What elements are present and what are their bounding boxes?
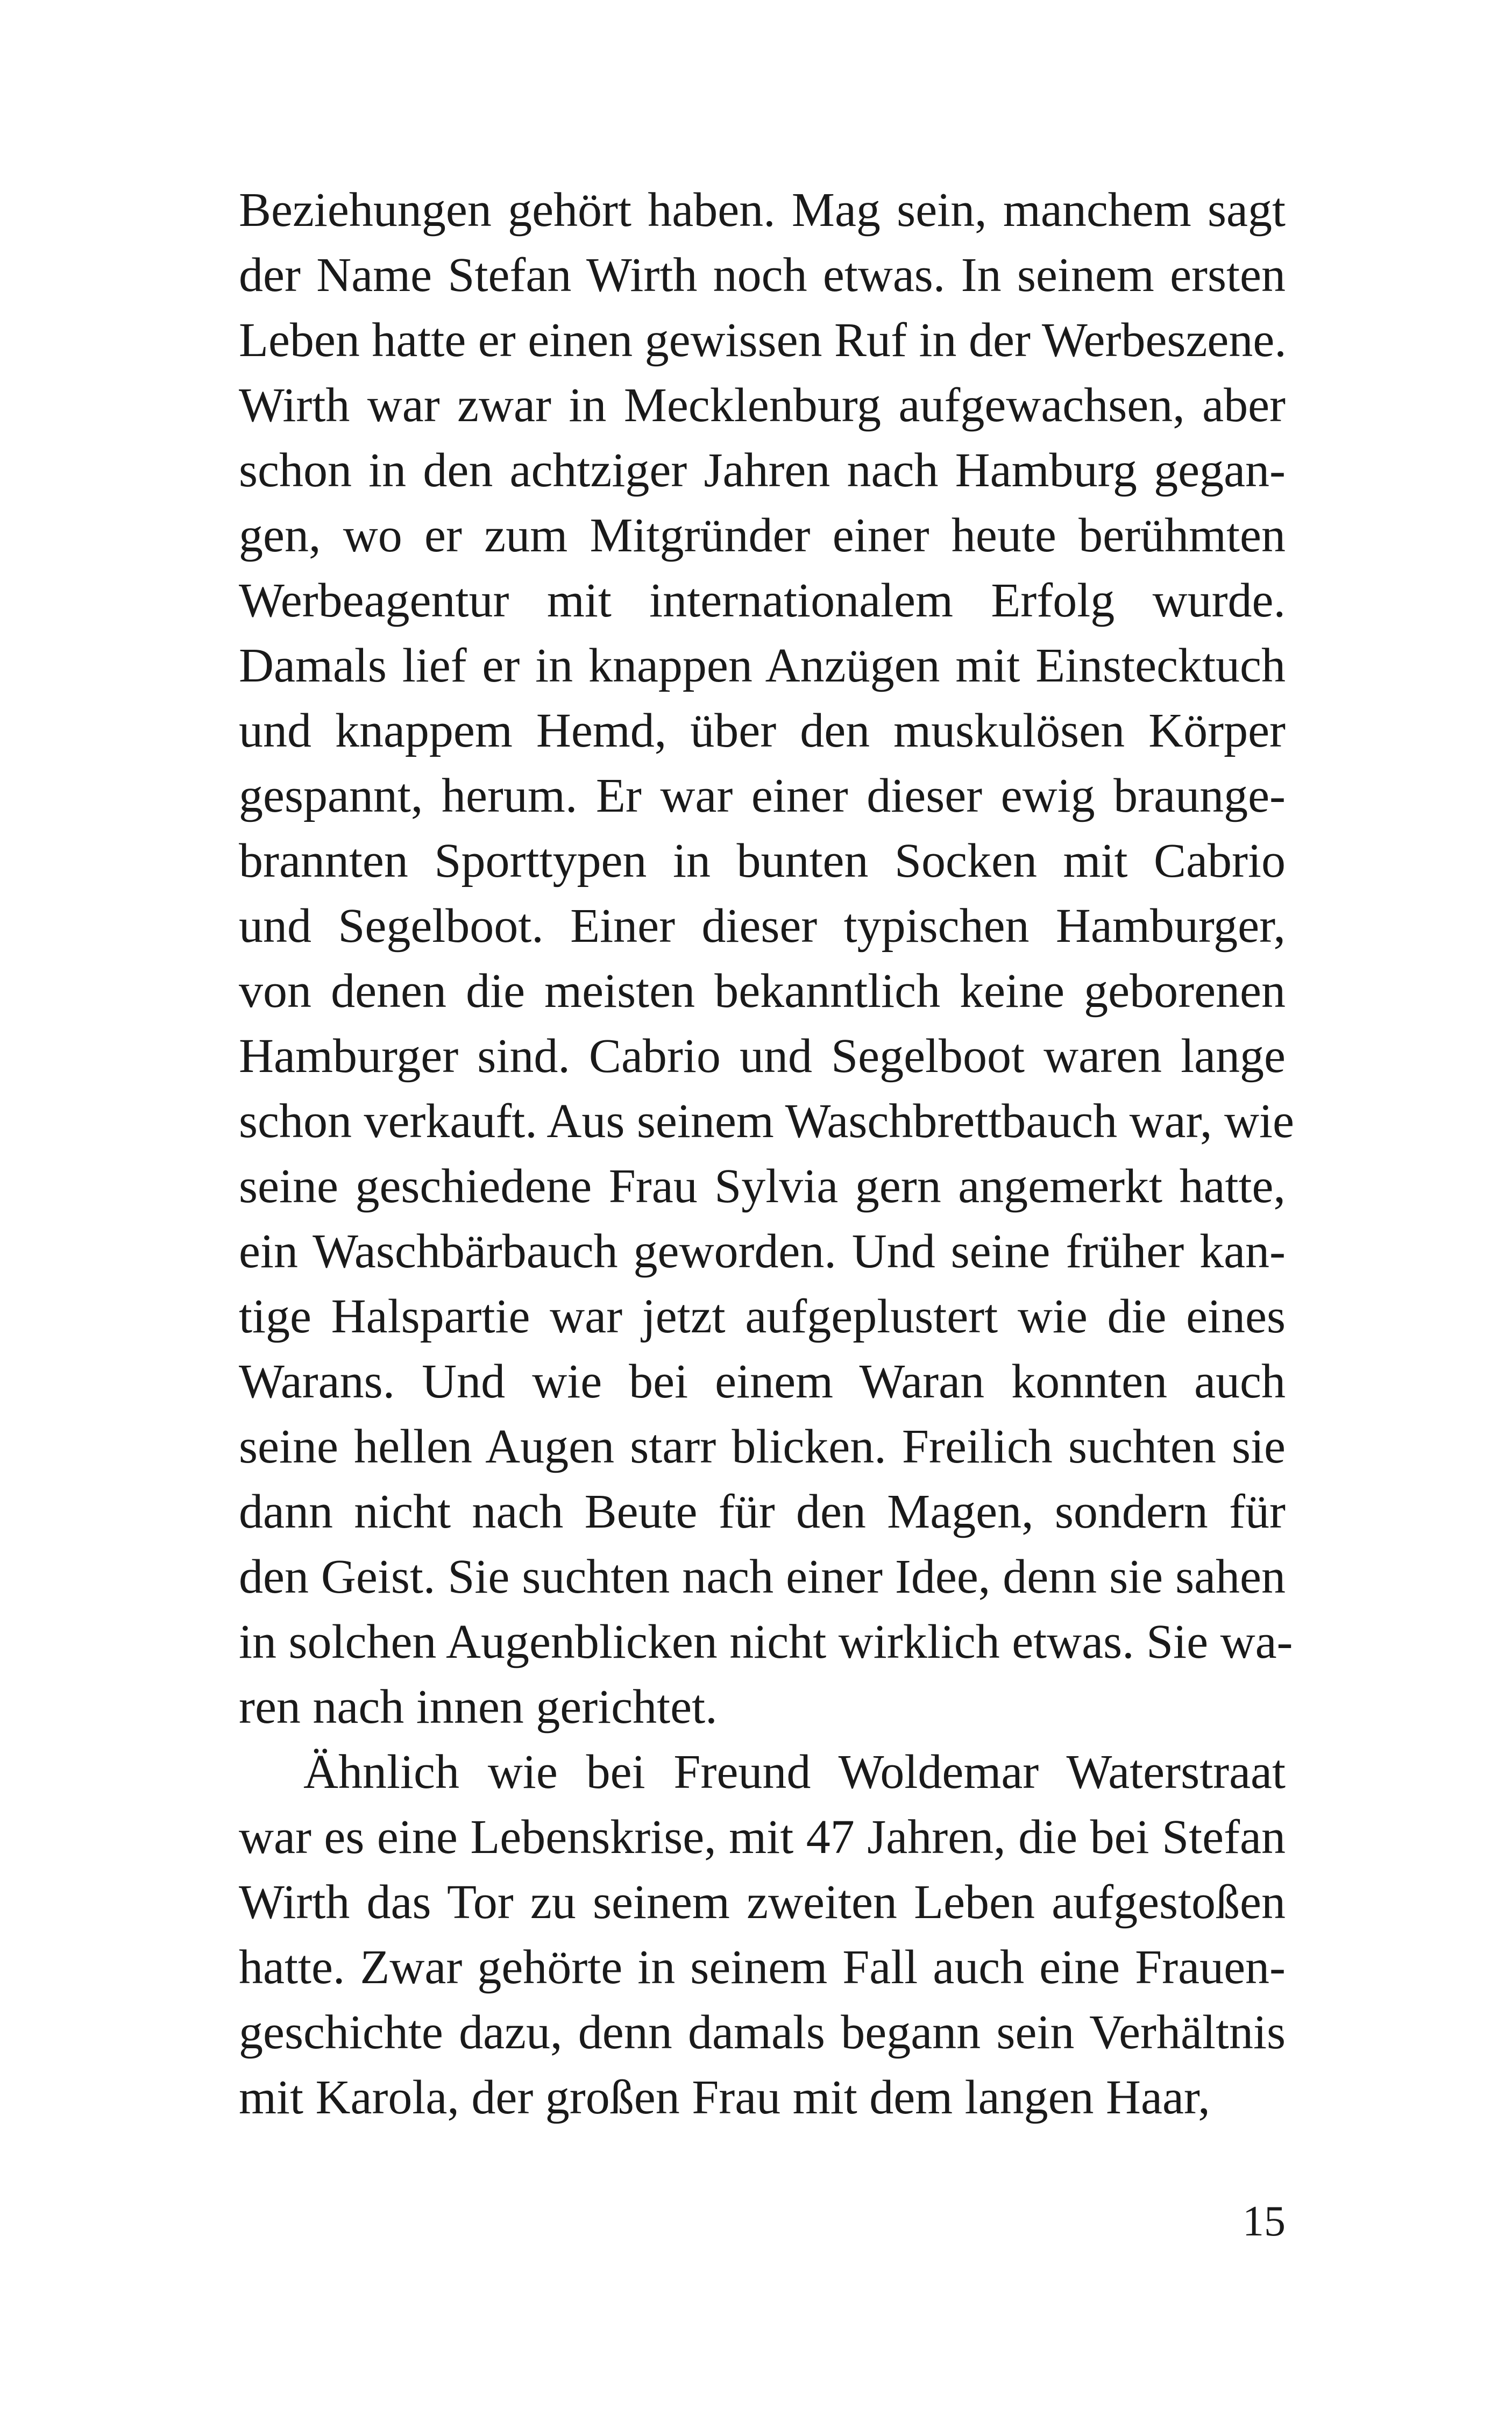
text-line: gespannt, herum. Er war einer dieser ewig braunge- xyxy=(239,769,1286,822)
text-line: in solchen Augenblicken nicht wirklich etwas. Sie wa- xyxy=(239,1615,1293,1668)
text-line: tige Halspartie war jetzt aufgeplustert wie die eines xyxy=(239,1290,1286,1343)
text-line: Ähnlich wie bei Freund Woldemar Waterstraat xyxy=(303,1745,1286,1799)
body-text xyxy=(239,178,1294,2130)
page-number: 15 xyxy=(1243,2198,1286,2245)
text-line: schon verkauft. Aus seinem Waschbrettbauch war, wie xyxy=(239,1095,1294,1148)
text-line: der Name Stefan Wirth noch etwas. In seinem ersten xyxy=(239,248,1286,302)
text-line: Leben hatte er einen gewissen Ruf in der Werbeszene. xyxy=(239,314,1287,367)
text-line: Hamburger sind. Cabrio und Segelboot waren lange xyxy=(239,1030,1286,1083)
text-line: und Segelboot. Einer dieser typischen Hamburger, xyxy=(239,899,1286,953)
text-line: ren nach innen gerichtet. xyxy=(239,1680,718,1734)
text-line: den Geist. Sie suchten nach einer Idee, denn sie sahen xyxy=(239,1550,1286,1603)
text-line: Damals lief er in knappen Anzügen mit Einstecktuch xyxy=(239,639,1286,692)
text-line: Werbeagentur mit internationalem Erfolg wurde. xyxy=(239,574,1286,627)
text-line: schon in den achtziger Jahren nach Hamburg gegan- xyxy=(239,444,1286,497)
text-line: Wirth war zwar in Mecklenburg aufgewachsen, aber xyxy=(239,379,1286,432)
text-line: war es eine Lebenskrise, mit 47 Jahren, die bei Stefan xyxy=(239,1810,1286,1864)
text-line: hatte. Zwar gehörte in seinem Fall auch eine Frauen- xyxy=(239,1941,1286,1994)
text-line: dann nicht nach Beute für den Magen, sondern für xyxy=(239,1485,1286,1538)
text-line: und knappem Hemd, über den muskulösen Körper xyxy=(239,704,1286,757)
text-line: Beziehungen gehört haben. Mag sein, manchem sagt xyxy=(239,183,1286,237)
text-line: von denen die meisten bekanntlich keine geborenen xyxy=(239,964,1286,1018)
text-line: seine hellen Augen starr blicken. Freilich suchten sie xyxy=(239,1420,1286,1473)
text-line: mit Karola, der großen Frau mit dem langen Haar, xyxy=(239,2071,1210,2124)
text-line: brannten Sporttypen in bunten Socken mit Cabrio xyxy=(239,834,1286,888)
text-line: seine geschiedene Frau Sylvia gern angemerkt hatte, xyxy=(239,1160,1286,1213)
text-line: gen, wo er zum Mitgründer einer heute berühmten xyxy=(239,509,1286,562)
text-line: Warans. Und wie bei einem Waran konnten auch xyxy=(239,1355,1286,1408)
text-line: geschichte dazu, denn damals begann sein Verhältnis xyxy=(239,2006,1286,2059)
text-line: ein Waschbärbauch geworden. Und seine früher kan- xyxy=(239,1225,1286,1278)
text-line: Wirth das Tor zu seinem zweiten Leben aufgestoßen xyxy=(239,1876,1286,1929)
